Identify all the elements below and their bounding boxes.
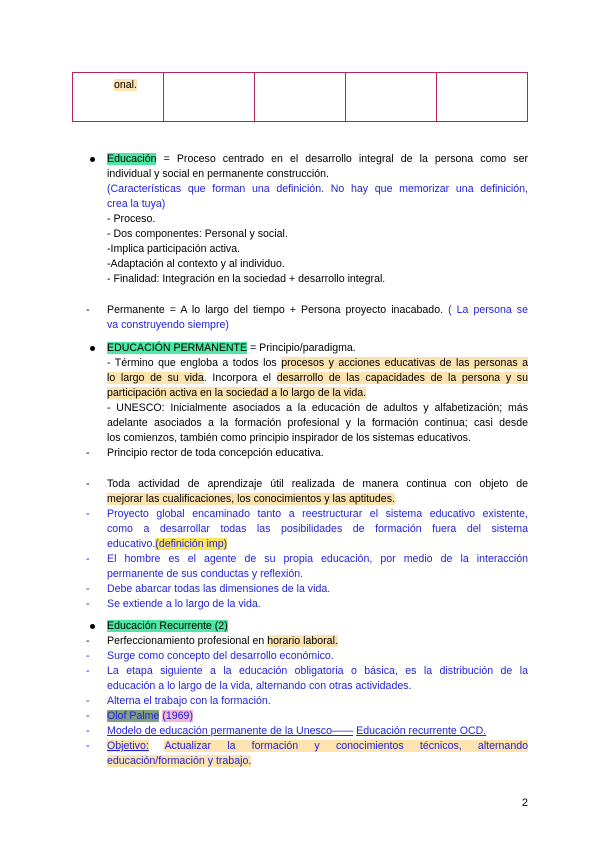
- recurrente-surge: - Surge como concepto del desarrollo económico.: [86, 650, 334, 662]
- dash-marker: -: [86, 598, 90, 610]
- educ-perm-p1-line3: participación activa en la sociedad a lo largo de la vida.: [107, 387, 367, 399]
- educ-perm-hombre-1: - El hombre es el agente de su propia educación, por medio de la interacción: [86, 553, 528, 565]
- educ-perm-p2-line3: los comienzos, también como principio inspirador de los sistemas educativos.: [107, 432, 471, 444]
- educacion-item: -Adaptación al contexto y al individuo.: [107, 258, 285, 270]
- dash-marker: -: [86, 725, 90, 737]
- permanente-line-1: - Permanente = A lo largo del tiempo + Persona proyecto inacabado. ( La persona se: [86, 304, 528, 316]
- educacion-note-1: (Características que forman una definición. No hay que memorizar una definición,: [107, 183, 528, 195]
- educ-perm-rector: - Principio rector de toda concepción educativa.: [86, 447, 324, 459]
- dash-marker: -: [86, 695, 90, 707]
- section-educacion-permanente: [86, 341, 528, 612]
- dash-marker: -: [86, 508, 90, 520]
- educacion-note-2: crea la tuya): [107, 198, 166, 210]
- educ-perm-act-2: mejorar las cualificaciones, los conocimientos y las aptitudes.: [107, 493, 395, 505]
- dash-marker: -: [86, 553, 90, 565]
- dash-marker: -: [86, 635, 90, 647]
- table-cell: [437, 73, 528, 122]
- educacion-def-line: Educación = Proceso centrado en el desarrollo integral de la persona como ser: [86, 152, 528, 167]
- dash-marker: -: [86, 304, 90, 316]
- bullet-icon: [86, 152, 107, 167]
- educ-perm-term: EDUCACIÓN PERMANENTE: [107, 342, 248, 354]
- table-cell: [346, 73, 437, 122]
- table-cell: [73, 73, 164, 122]
- educ-perm-title: EDUCACIÓN PERMANENTE = Principio/paradigma.: [86, 341, 528, 356]
- educacion-term: Educación: [107, 153, 157, 165]
- educacion-item: -Implica participación activa.: [107, 243, 241, 255]
- educ-perm-extiende: - Se extiende a lo largo de la vida.: [86, 598, 261, 610]
- recurrente-objetivo-1: - Objetivo: Actualizar la formación y conocimientos técnicos, alternando: [86, 740, 529, 752]
- dash-marker: -: [86, 478, 90, 490]
- section-educacion-recurrente: [86, 619, 528, 769]
- dash-marker: -: [86, 710, 90, 722]
- dash-marker: -: [86, 665, 90, 677]
- educ-perm-p1-line1: - Término que engloba a todos los procesos y acciones educativas de las personas a: [107, 357, 528, 369]
- dash-marker: -: [86, 447, 90, 459]
- table-cell: [255, 73, 346, 122]
- educacion-item: - Finalidad: Integración en la sociedad + desarrollo integral.: [107, 273, 386, 285]
- educ-perm-hombre-2: permanente de sus conductas y reflexión.: [107, 568, 304, 580]
- header-table: [72, 72, 528, 122]
- educacion-def-line-2: individual y social en permanente construcción.: [107, 168, 330, 180]
- educ-perm-p1-line2: lo largo de su vida. Incorpora el desarrollo de las capacidades de la persona y su: [107, 372, 528, 384]
- dash-marker: -: [86, 740, 90, 752]
- educacion-item: - Dos componentes: Personal y social.: [107, 228, 288, 240]
- educ-perm-p2-line1: - UNESCO: Inicialmente asociados a la educación de adultos y alfabetización; más: [107, 402, 528, 414]
- recurrente-perf: - Perfeccionamiento profesional en horario laboral.: [86, 635, 338, 647]
- educ-perm-act-1: - Toda actividad de aprendizaje útil realizada de manera continua con objeto de: [86, 478, 528, 490]
- recurrente-olof: - Olof Palme (1969): [86, 710, 193, 722]
- educ-perm-abarcar: - Debe abarcar todas las dimensiones de la vida.: [86, 583, 331, 595]
- recurrente-modelo: - Modelo de educación permanente de la Unesco—— Educación recurrente OCD.: [86, 725, 487, 737]
- table-cell: [164, 73, 255, 122]
- educ-perm-proy-1: - Proyecto global encaminado tanto a reestructurar el sistema educativo existente,: [86, 508, 528, 520]
- dash-marker: -: [86, 583, 90, 595]
- bullet-icon: [86, 341, 107, 356]
- recurrente-objetivo-2: educación/formación y trabajo.: [107, 755, 252, 767]
- recurrente-term: Educación Recurrente (2): [107, 620, 228, 632]
- recurrente-etapa-2: educación a lo largo de la vida, alternando con otras actividades.: [107, 680, 412, 692]
- educ-perm-proy-2: como a desarrollar todas las posibilidades de formación fuera del sistema: [107, 523, 528, 535]
- recurrente-alterna: - Alterna el trabajo con la formación.: [86, 695, 271, 707]
- page-number: 2: [521, 797, 528, 809]
- educ-perm-p2-line2: adelante asociados a la formación profesional y la formación continua; casi desde: [107, 417, 528, 429]
- recurrente-title: [86, 619, 528, 634]
- bullet-icon: [86, 619, 107, 634]
- dash-marker: -: [86, 650, 90, 662]
- recurrente-etapa-1: - La etapa siguiente a la educación obligatoria o básica, es la distribución de la: [86, 665, 528, 677]
- table-cell-text: onal.: [114, 79, 137, 91]
- educ-perm-proy-3: educativo.(definición imp): [107, 538, 228, 550]
- educacion-item: - Proceso.: [107, 213, 156, 225]
- permanente-line-2: va construyendo siempre): [107, 319, 229, 331]
- section-educacion: [86, 152, 528, 333]
